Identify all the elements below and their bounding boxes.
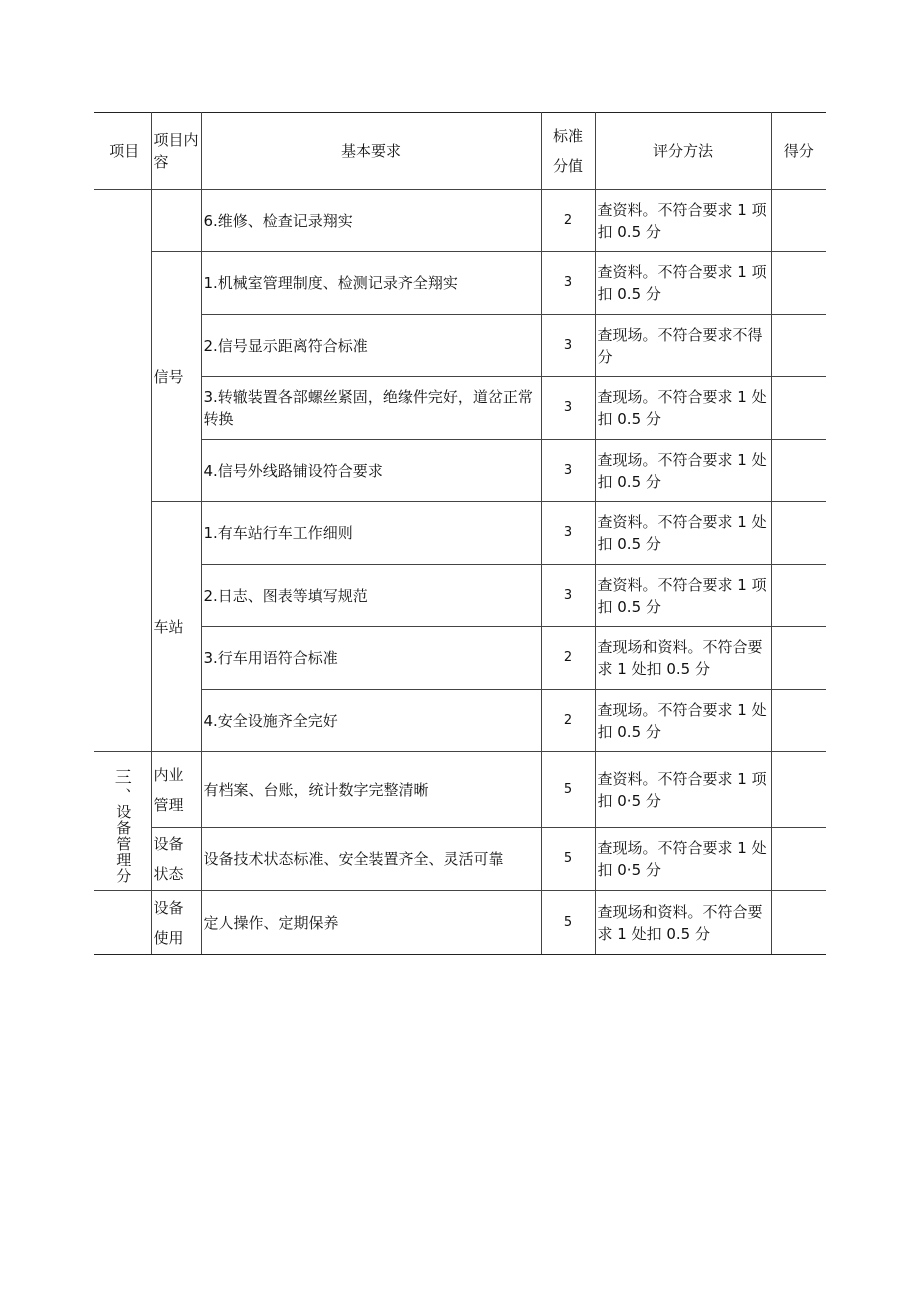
table-row — [94, 502, 826, 565]
points-cell: 3 — [541, 377, 595, 440]
method-cell: 查资料。不符合要求 1 项扣 0.5 分 — [595, 252, 771, 315]
requirement-cell: 1.机械室管理制度、检测记录齐全翔实 — [201, 252, 541, 315]
item-cell-empty — [94, 190, 151, 752]
score-cell — [771, 440, 826, 502]
header-method: 评分方法 — [595, 113, 771, 190]
method-cell: 查现场。不符合要求 1 处扣 0·5 分 — [595, 828, 771, 891]
method-cell: 查资料。不符合要求 1 项扣 0.5 分 — [595, 565, 771, 627]
points-cell: 3 — [541, 502, 595, 565]
points-cell: 3 — [541, 252, 595, 315]
method-cell: 查现场。不符合要求 1 处扣 0.5 分 — [595, 690, 771, 752]
table-row — [94, 377, 826, 440]
score-cell — [771, 828, 826, 891]
score-cell — [771, 190, 826, 252]
content-equip-use-line1: 设备 — [153, 898, 184, 917]
table-row — [94, 627, 826, 690]
score-cell — [771, 315, 826, 377]
content-equip-state — [151, 828, 201, 891]
scoring-table — [94, 112, 826, 955]
header-standard-line2: 分值 — [552, 157, 583, 175]
score-cell — [771, 627, 826, 690]
method-cell: 查现场。不符合要求不得分 — [595, 315, 771, 377]
method-cell: 查资料。不符合要求 1 项扣 0·5 分 — [595, 752, 771, 828]
table-row — [94, 752, 826, 828]
content-equip-state-line2: 状态 — [153, 865, 184, 884]
table-row — [94, 440, 826, 502]
score-cell — [771, 252, 826, 315]
table-row — [94, 252, 826, 315]
header-standard — [541, 113, 595, 190]
points-cell: 2 — [541, 190, 595, 252]
content-equip-use-line2: 使用 — [153, 928, 184, 947]
requirement-cell: 3.转辙装置各部螺丝紧固，绝缘件完好，道岔正常转换 — [201, 377, 541, 440]
requirement-cell: 6.维修、检查记录翔实 — [201, 190, 541, 252]
requirement-cell: 设备技术状态标准、安全装置齐全、灵活可靠 — [201, 828, 541, 891]
content-internal — [151, 752, 201, 828]
requirement-cell: 有档案、台账，统计数字完整清晰 — [201, 752, 541, 828]
points-cell: 5 — [541, 752, 595, 828]
method-cell: 查资料。不符合要求 1 处扣 0.5 分 — [595, 502, 771, 565]
points-cell: 3 — [541, 315, 595, 377]
section3-item — [94, 752, 151, 891]
content-internal-line2: 管理 — [153, 795, 184, 814]
method-cell: 查现场和资料。不符合要求 1 处扣 0.5 分 — [595, 627, 771, 690]
header-content: 项目内容 — [151, 113, 201, 190]
requirement-cell: 2.日志、图表等填写规范 — [201, 565, 541, 627]
item-cell-empty — [94, 891, 151, 955]
score-cell — [771, 377, 826, 440]
points-cell: 3 — [541, 565, 595, 627]
content-cell-empty — [151, 190, 201, 252]
section3-title: 、设备管理分 — [114, 788, 133, 884]
table-row — [94, 828, 826, 891]
score-cell — [771, 565, 826, 627]
method-cell: 查现场和资料。不符合要求 1 处扣 0.5 分 — [595, 891, 771, 955]
score-cell — [771, 690, 826, 752]
content-equip-use — [151, 891, 201, 955]
requirement-cell: 4.安全设施齐全完好 — [201, 690, 541, 752]
header-standard-line1: 标准 — [552, 127, 583, 145]
group-signal: 信号 — [151, 252, 201, 502]
requirement-cell: 定人操作、定期保养 — [201, 891, 541, 955]
header-row — [94, 113, 826, 190]
requirement-cell: 3.行车用语符合标准 — [201, 627, 541, 690]
header-requirement: 基本要求 — [201, 113, 541, 190]
method-cell: 查资料。不符合要求 1 项扣 0.5 分 — [595, 190, 771, 252]
score-cell — [771, 752, 826, 828]
table-row — [94, 315, 826, 377]
content-internal-line1: 内业 — [153, 765, 184, 784]
requirement-cell: 1.有车站行车工作细则 — [201, 502, 541, 565]
points-cell: 2 — [541, 627, 595, 690]
method-cell: 查现场。不符合要求 1 处扣 0.5 分 — [595, 377, 771, 440]
section3-number: 三 — [114, 768, 132, 788]
points-cell: 5 — [541, 828, 595, 891]
table-row — [94, 891, 826, 955]
header-score: 得分 — [771, 113, 826, 190]
points-cell: 3 — [541, 440, 595, 502]
method-cell: 查现场。不符合要求 1 处扣 0.5 分 — [595, 440, 771, 502]
header-item: 项目 — [94, 113, 151, 190]
table-row — [94, 690, 826, 752]
content-equip-state-line1: 设备 — [153, 835, 184, 854]
points-cell: 2 — [541, 690, 595, 752]
requirement-cell: 2.信号显示距离符合标准 — [201, 315, 541, 377]
table-row — [94, 190, 826, 252]
requirement-cell: 4.信号外线路铺设符合要求 — [201, 440, 541, 502]
table-row — [94, 565, 826, 627]
score-cell — [771, 891, 826, 955]
group-station: 车站 — [151, 502, 201, 752]
score-cell — [771, 502, 826, 565]
points-cell: 5 — [541, 891, 595, 955]
